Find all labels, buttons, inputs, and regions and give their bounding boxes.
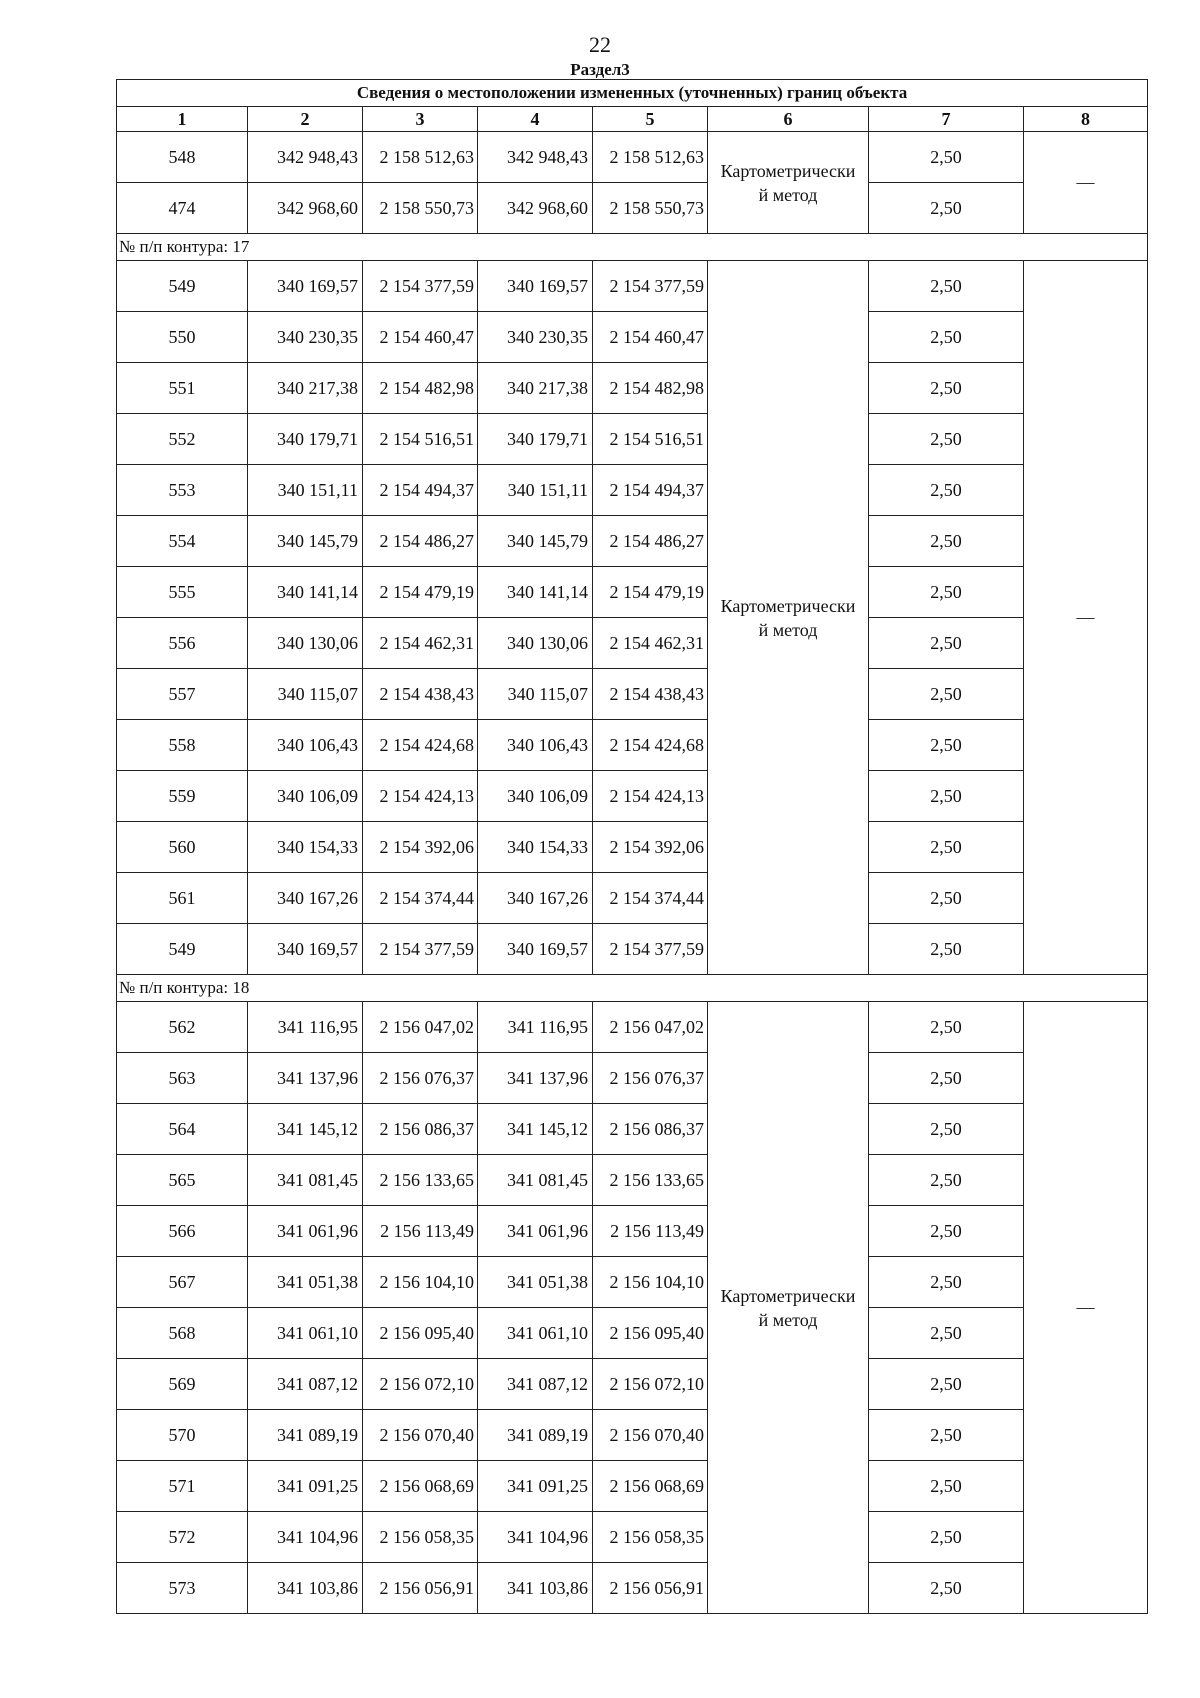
point-number: 554 [117,516,248,567]
y-coordinate-existing: 2 156 072,10 [363,1359,478,1410]
x-coordinate-existing: 341 137,96 [248,1053,363,1104]
x-coordinate-existing: 341 145,12 [248,1104,363,1155]
table-row [117,1257,1148,1308]
accuracy-value: 2,50 [869,1359,1024,1410]
y-coordinate-existing: 2 156 058,35 [363,1512,478,1563]
x-coordinate-existing: 340 154,33 [248,822,363,873]
table-row [117,1053,1148,1104]
table-row [117,1002,1148,1053]
x-coordinate-existing: 341 087,12 [248,1359,363,1410]
y-coordinate-refined: 2 156 113,49 [593,1206,708,1257]
point-number: 560 [117,822,248,873]
x-coordinate-refined: 341 061,10 [478,1308,593,1359]
x-coordinate-existing: 341 104,96 [248,1512,363,1563]
x-coordinate-existing: 341 061,96 [248,1206,363,1257]
y-coordinate-existing: 2 156 113,49 [363,1206,478,1257]
column-8-dash: — [1024,132,1148,234]
x-coordinate-existing: 340 217,38 [248,363,363,414]
x-coordinate-existing: 340 130,06 [248,618,363,669]
point-number: 566 [117,1206,248,1257]
y-coordinate-refined: 2 154 377,59 [593,924,708,975]
point-number: 568 [117,1308,248,1359]
y-coordinate-refined: 2 156 086,37 [593,1104,708,1155]
accuracy-value: 2,50 [869,720,1024,771]
y-coordinate-refined: 2 156 047,02 [593,1002,708,1053]
point-number: 569 [117,1359,248,1410]
accuracy-value: 2,50 [869,1002,1024,1053]
x-coordinate-refined: 341 081,45 [478,1155,593,1206]
y-coordinate-refined: 2 154 460,47 [593,312,708,363]
y-coordinate-existing: 2 156 056,91 [363,1563,478,1614]
y-coordinate-refined: 2 156 056,91 [593,1563,708,1614]
y-coordinate-existing: 2 154 377,59 [363,261,478,312]
point-number: 552 [117,414,248,465]
accuracy-value: 2,50 [869,669,1024,720]
x-coordinate-existing: 341 061,10 [248,1308,363,1359]
y-coordinate-existing: 2 154 516,51 [363,414,478,465]
table-row [117,183,1148,234]
column-header: 4 [478,107,593,132]
accuracy-value: 2,50 [869,1206,1024,1257]
y-coordinate-refined: 2 154 377,59 [593,261,708,312]
point-number: 561 [117,873,248,924]
point-number: 559 [117,771,248,822]
table-title: Сведения о местоположении измененных (уточненных) границ объекта [117,80,1148,107]
accuracy-value: 2,50 [869,516,1024,567]
column-header: 2 [248,107,363,132]
y-coordinate-refined: 2 154 462,31 [593,618,708,669]
accuracy-value: 2,50 [869,1563,1024,1614]
table-row [117,822,1148,873]
y-coordinate-refined: 2 158 512,63 [593,132,708,183]
y-coordinate-existing: 2 158 550,73 [363,183,478,234]
y-coordinate-existing: 2 154 462,31 [363,618,478,669]
y-coordinate-existing: 2 156 086,37 [363,1104,478,1155]
column-8-dash: — [1024,1002,1148,1614]
y-coordinate-existing: 2 154 479,19 [363,567,478,618]
table-row [117,1563,1148,1614]
y-coordinate-existing: 2 156 047,02 [363,1002,478,1053]
table-row [117,312,1148,363]
table-row [117,465,1148,516]
table-row [117,1512,1148,1563]
y-coordinate-refined: 2 156 095,40 [593,1308,708,1359]
y-coordinate-refined: 2 156 068,69 [593,1461,708,1512]
y-coordinate-refined: 2 156 076,37 [593,1053,708,1104]
method-cell [708,261,869,975]
x-coordinate-existing: 341 091,25 [248,1461,363,1512]
accuracy-value: 2,50 [869,1461,1024,1512]
page-number: 22 [589,32,611,57]
x-coordinate-refined: 341 104,96 [478,1512,593,1563]
x-coordinate-refined: 342 948,43 [478,132,593,183]
x-coordinate-refined: 340 106,43 [478,720,593,771]
x-coordinate-refined: 341 061,96 [478,1206,593,1257]
point-number: 548 [117,132,248,183]
y-coordinate-existing: 2 154 438,43 [363,669,478,720]
contour-label: № п/п контура: 18 [117,975,1148,1002]
x-coordinate-refined: 340 169,57 [478,261,593,312]
x-coordinate-existing: 340 106,43 [248,720,363,771]
y-coordinate-refined: 2 154 392,06 [593,822,708,873]
point-number: 571 [117,1461,248,1512]
x-coordinate-refined: 340 145,79 [478,516,593,567]
method-text-line2: й метод [758,1309,818,1330]
x-coordinate-existing: 341 051,38 [248,1257,363,1308]
y-coordinate-refined: 2 154 438,43 [593,669,708,720]
y-coordinate-refined: 2 154 482,98 [593,363,708,414]
table-row [117,1206,1148,1257]
accuracy-value: 2,50 [869,822,1024,873]
x-coordinate-existing: 340 169,57 [248,924,363,975]
method-text-line1: Картометрически [720,595,856,616]
method-text-line2: й метод [758,619,818,640]
y-coordinate-existing: 2 154 494,37 [363,465,478,516]
x-coordinate-refined: 341 087,12 [478,1359,593,1410]
x-coordinate-refined: 341 089,19 [478,1410,593,1461]
x-coordinate-refined: 340 130,06 [478,618,593,669]
method-cell [708,132,869,234]
table-row [117,363,1148,414]
x-coordinate-existing: 341 116,95 [248,1002,363,1053]
y-coordinate-refined: 2 158 550,73 [593,183,708,234]
accuracy-value: 2,50 [869,414,1024,465]
x-coordinate-refined: 340 230,35 [478,312,593,363]
column-header: 7 [869,107,1024,132]
point-number: 474 [117,183,248,234]
accuracy-value: 2,50 [869,1410,1024,1461]
column-header: 1 [117,107,248,132]
accuracy-value: 2,50 [869,618,1024,669]
y-coordinate-refined: 2 156 058,35 [593,1512,708,1563]
accuracy-value: 2,50 [869,465,1024,516]
x-coordinate-refined: 341 091,25 [478,1461,593,1512]
y-coordinate-existing: 2 156 104,10 [363,1257,478,1308]
point-number: 551 [117,363,248,414]
table-row [117,516,1148,567]
point-number: 572 [117,1512,248,1563]
y-coordinate-refined: 2 156 072,10 [593,1359,708,1410]
table-row [117,1410,1148,1461]
x-coordinate-existing: 340 106,09 [248,771,363,822]
table-row [117,1155,1148,1206]
column-header: 8 [1024,107,1148,132]
accuracy-value: 2,50 [869,261,1024,312]
point-number: 564 [117,1104,248,1155]
x-coordinate-existing: 340 151,11 [248,465,363,516]
table-row [117,618,1148,669]
point-number: 553 [117,465,248,516]
x-coordinate-refined: 341 137,96 [478,1053,593,1104]
y-coordinate-existing: 2 154 486,27 [363,516,478,567]
table-row [117,771,1148,822]
y-coordinate-existing: 2 154 374,44 [363,873,478,924]
y-coordinate-existing: 2 154 460,47 [363,312,478,363]
point-number: 562 [117,1002,248,1053]
accuracy-value: 2,50 [869,567,1024,618]
accuracy-value: 2,50 [869,1308,1024,1359]
x-coordinate-refined: 340 151,11 [478,465,593,516]
point-number: 557 [117,669,248,720]
accuracy-value: 2,50 [869,924,1024,975]
table-row [117,261,1148,312]
table-row [117,414,1148,465]
table-row [117,1359,1148,1410]
table-row [117,1308,1148,1359]
y-coordinate-refined: 2 156 104,10 [593,1257,708,1308]
section-label: Раздел3 [570,60,630,79]
contour-row [117,975,1148,1002]
y-coordinate-existing: 2 156 070,40 [363,1410,478,1461]
boundary-table [116,79,1148,1614]
point-number: 556 [117,618,248,669]
accuracy-value: 2,50 [869,132,1024,183]
x-coordinate-refined: 340 154,33 [478,822,593,873]
accuracy-value: 2,50 [869,1104,1024,1155]
y-coordinate-refined: 2 156 133,65 [593,1155,708,1206]
point-number: 573 [117,1563,248,1614]
x-coordinate-existing: 340 179,71 [248,414,363,465]
accuracy-value: 2,50 [869,183,1024,234]
y-coordinate-existing: 2 156 133,65 [363,1155,478,1206]
x-coordinate-existing: 340 145,79 [248,516,363,567]
table-row [117,669,1148,720]
y-coordinate-refined: 2 154 424,68 [593,720,708,771]
x-coordinate-existing: 341 089,19 [248,1410,363,1461]
y-coordinate-existing: 2 154 377,59 [363,924,478,975]
y-coordinate-refined: 2 154 486,27 [593,516,708,567]
x-coordinate-refined: 341 103,86 [478,1563,593,1614]
accuracy-value: 2,50 [869,1512,1024,1563]
accuracy-value: 2,50 [869,363,1024,414]
point-number: 565 [117,1155,248,1206]
y-coordinate-refined: 2 154 374,44 [593,873,708,924]
x-coordinate-refined: 340 217,38 [478,363,593,414]
method-text-line1: Картометрически [720,160,856,181]
x-coordinate-existing: 340 141,14 [248,567,363,618]
y-coordinate-existing: 2 154 424,68 [363,720,478,771]
y-coordinate-refined: 2 154 479,19 [593,567,708,618]
x-coordinate-refined: 340 141,14 [478,567,593,618]
table-row [117,567,1148,618]
point-number: 567 [117,1257,248,1308]
y-coordinate-existing: 2 154 424,13 [363,771,478,822]
accuracy-value: 2,50 [869,1257,1024,1308]
x-coordinate-existing: 340 169,57 [248,261,363,312]
table-row [117,1461,1148,1512]
x-coordinate-refined: 341 145,12 [478,1104,593,1155]
x-coordinate-existing: 340 115,07 [248,669,363,720]
x-coordinate-refined: 340 115,07 [478,669,593,720]
table-row [117,924,1148,975]
accuracy-value: 2,50 [869,771,1024,822]
point-number: 558 [117,720,248,771]
y-coordinate-existing: 2 154 482,98 [363,363,478,414]
x-coordinate-refined: 340 106,09 [478,771,593,822]
y-coordinate-existing: 2 156 076,37 [363,1053,478,1104]
x-coordinate-refined: 340 167,26 [478,873,593,924]
table-row [117,132,1148,183]
x-coordinate-existing: 340 230,35 [248,312,363,363]
method-text-line2: й метод [758,184,818,205]
y-coordinate-refined: 2 154 424,13 [593,771,708,822]
x-coordinate-refined: 340 179,71 [478,414,593,465]
column-header: 6 [708,107,869,132]
column-header-row [117,107,1148,132]
y-coordinate-existing: 2 156 095,40 [363,1308,478,1359]
x-coordinate-existing: 340 167,26 [248,873,363,924]
column-header: 3 [363,107,478,132]
x-coordinate-refined: 341 051,38 [478,1257,593,1308]
x-coordinate-refined: 341 116,95 [478,1002,593,1053]
contour-row [117,234,1148,261]
y-coordinate-refined: 2 154 516,51 [593,414,708,465]
x-coordinate-existing: 341 081,45 [248,1155,363,1206]
accuracy-value: 2,50 [869,1053,1024,1104]
point-number: 563 [117,1053,248,1104]
y-coordinate-refined: 2 154 494,37 [593,465,708,516]
x-coordinate-refined: 340 169,57 [478,924,593,975]
table-title-row [117,80,1148,107]
x-coordinate-existing: 341 103,86 [248,1563,363,1614]
accuracy-value: 2,50 [869,312,1024,363]
accuracy-value: 2,50 [869,873,1024,924]
x-coordinate-existing: 342 948,43 [248,132,363,183]
point-number: 549 [117,261,248,312]
column-8-dash: — [1024,261,1148,975]
method-text-line1: Картометрически [720,1285,856,1306]
table-row [117,720,1148,771]
y-coordinate-existing: 2 158 512,63 [363,132,478,183]
accuracy-value: 2,50 [869,1155,1024,1206]
contour-label: № п/п контура: 17 [117,234,1148,261]
table-row [117,873,1148,924]
point-number: 570 [117,1410,248,1461]
x-coordinate-existing: 342 968,60 [248,183,363,234]
y-coordinate-existing: 2 154 392,06 [363,822,478,873]
y-coordinate-refined: 2 156 070,40 [593,1410,708,1461]
column-header: 5 [593,107,708,132]
point-number: 555 [117,567,248,618]
y-coordinate-existing: 2 156 068,69 [363,1461,478,1512]
table-row [117,1104,1148,1155]
point-number: 550 [117,312,248,363]
x-coordinate-refined: 342 968,60 [478,183,593,234]
point-number: 549 [117,924,248,975]
method-cell [708,1002,869,1614]
